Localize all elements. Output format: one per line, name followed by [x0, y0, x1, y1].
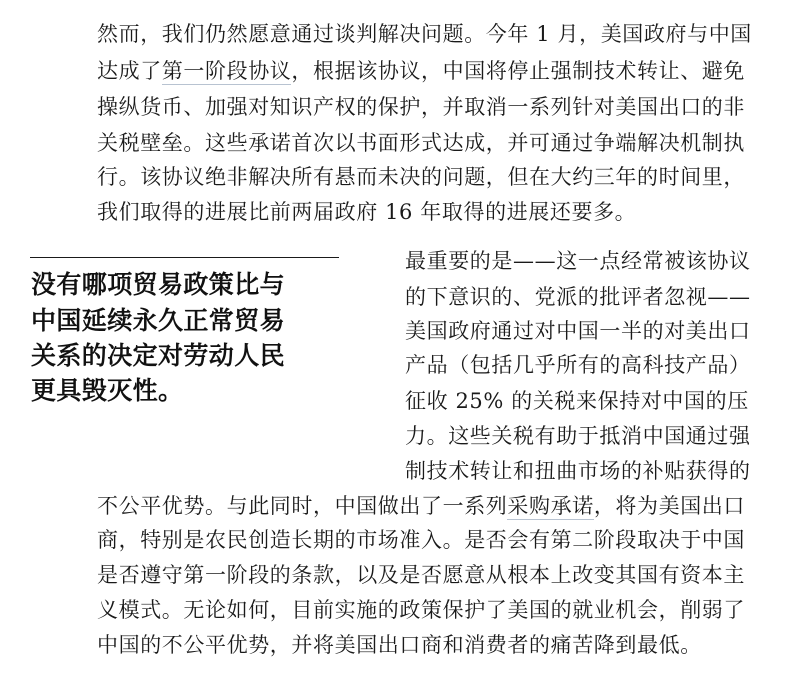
purchase-commitments-link[interactable]: 采购承诺	[507, 494, 594, 518]
paragraph-1-line-3: 操纵货币、加强对知识产权的保护，并取消一系列针对美国出口的非	[97, 95, 745, 119]
paragraph-2-line-7: 制技术转让和扭曲市场的补贴获得的	[405, 459, 751, 483]
paragraph-1-line-6: 我们取得的进展比前两届政府 16 年取得的进展还要多。	[97, 200, 637, 224]
paragraph-2-line-12: 中国的不公平优势，并将美国出口商和消费者的痛苦降到最低。	[97, 633, 702, 657]
pull-quote-line-1: 没有哪项贸易政策比与	[31, 270, 286, 299]
paragraph-2-line-11: 义模式。无论如何，目前实施的政策保护了美国的就业机会，削弱了	[97, 598, 745, 622]
pull-quote-line-4: 更具毁灭性。	[31, 376, 184, 405]
pull-quote-line-2: 中国延续永久正常贸易	[31, 306, 286, 335]
paragraph-1-line-5: 行。该协议绝非解决所有悬而未决的问题，但在大约三年的时间里，	[97, 165, 745, 189]
paragraph-1-line-2	[97, 61, 745, 82]
paragraph-1-line-4: 关税壁垒。这些承诺首次以书面形式达成，并可通过争端解决机制执	[97, 131, 745, 155]
pull-quote-rule	[30, 257, 339, 258]
pull-quote-line-3: 关系的决定对劳动人民	[31, 341, 286, 370]
paragraph-1-line-1: 然而，我们仍然愿意通过谈判解决问题。今年 1 月，美国政府与中国	[97, 22, 752, 46]
paragraph-2-line-9: 商，特别是农民创造长期的市场准入。是否会有第二阶段取决于中国	[97, 528, 745, 552]
paragraph-2-line-2: 的下意识的、党派的批评者忽视——	[405, 285, 751, 309]
paragraph-1-line-2-text-end: ，根据该协议，中国将停止强制技术转让、避免	[291, 59, 746, 83]
paragraph-2-line-10: 是否遵守第一阶段的条款，以及是否愿意从根本上改变其国有资本主	[97, 563, 745, 587]
paragraph-2-line-8	[97, 496, 745, 517]
paragraph-2-line-8-text-end: ，将为美国出口	[593, 494, 746, 518]
paragraph-2-line-8-text: 不公平优势。与此同时，中国做出了一系列	[97, 494, 508, 518]
paragraph-2-line-5: 征收 25% 的关税来保持对中国的压	[405, 389, 749, 413]
paragraph-2-line-1: 最重要的是——这一点经常被该协议	[405, 249, 751, 273]
phase-one-agreement-link[interactable]: 第一阶段协议	[161, 59, 292, 83]
paragraph-2-line-6: 力。这些关税有助于抵消中国通过强	[405, 424, 751, 448]
paragraph-2-line-3: 美国政府通过对中国一半的对美出口	[405, 319, 751, 343]
paragraph-1-line-2-text: 达成了	[97, 59, 162, 83]
paragraph-2-line-4: 产品（包括几乎所有的高科技产品）	[405, 353, 751, 377]
